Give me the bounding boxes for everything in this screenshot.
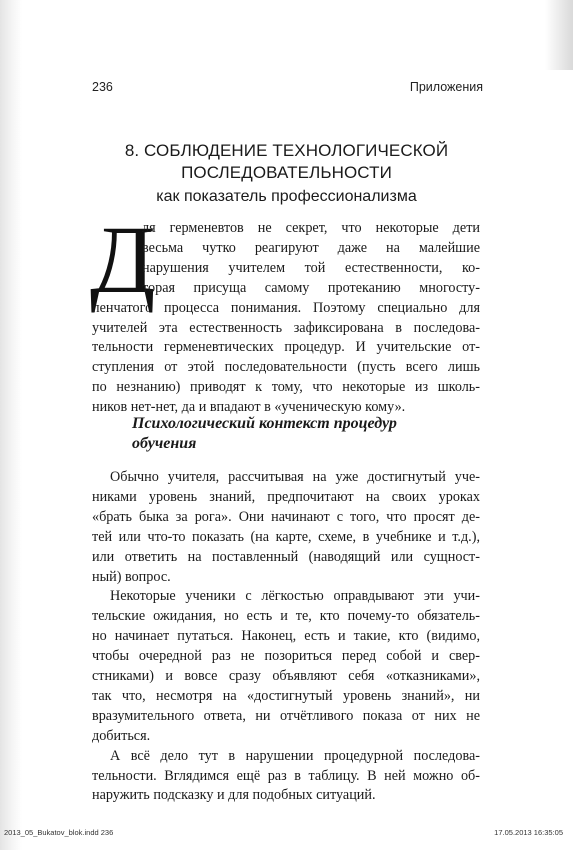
text-line: наружить подсказку и для подобных ситуаций. <box>92 787 376 804</box>
page-number: 236 <box>92 80 113 94</box>
page-edge-shadow <box>545 0 573 70</box>
drop-cap: Д <box>90 206 156 313</box>
text-line: так что, несмотря на «достигнутый уровень знаний», ни <box>92 687 480 704</box>
text-line: ный) вопрос. <box>92 568 171 585</box>
text-line: А всё дело тут в нарушении процедурной последова- <box>110 747 480 764</box>
page-header <box>92 80 483 100</box>
text-line: тельности. Вглядимся ещё раз в таблицу. В ней можно об- <box>92 767 480 784</box>
text-line: стниками) и вовсе сразу объявляют себя «отказниками», <box>92 668 480 685</box>
chapter-title-line2: ПОСЛЕДОВАТЕЛЬНОСТИ <box>181 163 392 182</box>
section-paragraph-1 <box>92 468 480 587</box>
text-line: тельские ожидания, но есть и те, кто почему-то обязатель- <box>92 608 480 625</box>
text-line: чтобы очередной раз не позориться перед собой и свер- <box>92 648 480 665</box>
text-line: пенчатого процесса понимания. Поэтому специально для <box>92 299 480 316</box>
text-line: нарушения учителем той естественности, ко- <box>142 259 480 276</box>
page-gutter-shadow <box>0 0 22 850</box>
text-line: весьма чутко реагируют даже на малейшие <box>142 239 480 256</box>
text-line: вразумительного ответа, ни отчётливого показа от них не <box>92 707 480 724</box>
text-line: или ответить на поставленный (наводящий или сущност- <box>92 548 480 565</box>
text-line: ля герменевтов не секрет, что некоторые дети <box>142 220 480 236</box>
text-line: «брать быка за рога». Они начинают с того, что просят де- <box>92 508 480 525</box>
file-info: 2013_05_Bukatov_blok.indd 236 <box>4 828 114 837</box>
section-paragraph-2 <box>92 587 480 746</box>
text-line: по незнанию) приводят к тому, что некоторые из школь- <box>92 379 480 396</box>
print-slug <box>0 828 573 842</box>
text-line: добиться. <box>92 727 151 744</box>
running-head: Приложения <box>409 80 483 94</box>
text-line: ступления от этой последовательности (пусть всего лишь <box>92 359 480 376</box>
chapter-title-block <box>90 140 483 208</box>
section-heading-line2: обучения <box>132 435 197 452</box>
text-line: Некоторые ученики с лёгкостью оправдывают эти учи- <box>110 588 480 605</box>
chapter-subtitle: как показатель профессионализма <box>156 188 417 205</box>
print-timestamp: 17.05.2013 16:35:05 <box>494 828 563 837</box>
text-line: ников нет-нет, да и впадают в «ученическую кому». <box>92 399 406 416</box>
text-line: тельности герменевтических процедур. И учительские от- <box>92 339 480 356</box>
text-line: Обычно учителя, рассчитывая на уже достигнутый уче- <box>110 469 480 485</box>
text-line: торая присуща самому протеканию многосту- <box>142 279 480 296</box>
text-line: учителей эта естественность зафиксирована в последова- <box>92 319 480 336</box>
section-paragraph-3 <box>92 747 480 807</box>
text-line: тей или что-то показать (на карте, схеме, в учебнике и т.д.), <box>92 528 480 545</box>
section-heading <box>132 414 472 454</box>
text-line: но начинает путаться. Наконец, есть и такие, кто (видимо, <box>92 628 480 645</box>
text-line: никами уровень знаний, предпочитают на своих уроках <box>92 488 480 505</box>
chapter-title-line1: 8. СОБЛЮДЕНИЕ ТЕХНОЛОГИЧЕСКОЙ <box>124 141 449 160</box>
section-heading-line1: Психологический контекст процедур <box>132 415 397 432</box>
intro-paragraph <box>92 219 480 418</box>
